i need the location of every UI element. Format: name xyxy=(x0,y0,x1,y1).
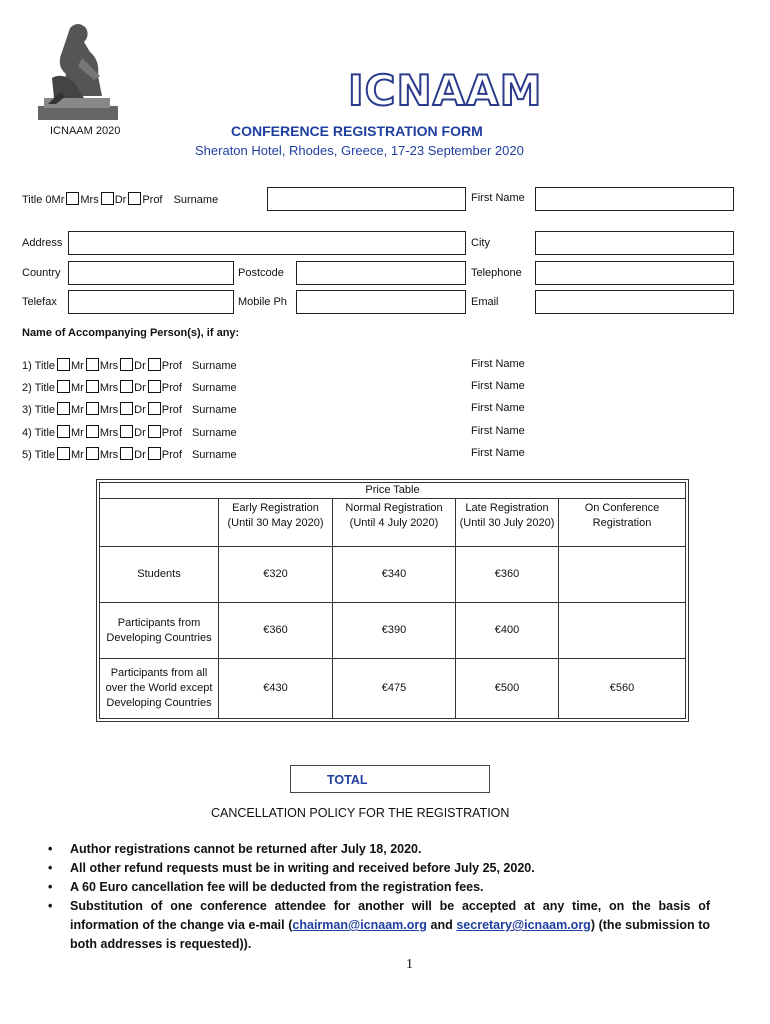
dr-checkbox[interactable] xyxy=(120,402,133,415)
price-cell: €430 xyxy=(219,659,333,719)
dr-checkbox[interactable] xyxy=(120,358,133,371)
surname-label: Surname xyxy=(191,360,237,372)
price-table xyxy=(99,482,686,719)
address-label: Address xyxy=(22,237,63,249)
price-cell: €400 xyxy=(456,603,559,659)
prof-checkbox[interactable] xyxy=(148,380,161,393)
accompanying-row: 4) Title Mr Mrs Dr Prof Surname xyxy=(22,427,237,439)
telefax-field[interactable] xyxy=(68,290,234,314)
price-table-caption: Price Table xyxy=(100,483,686,499)
telephone-field[interactable] xyxy=(535,261,734,285)
surname-label: Surname xyxy=(173,194,219,206)
email-label: Email xyxy=(471,296,499,308)
cancellation-list xyxy=(48,840,710,954)
city-label: City xyxy=(471,237,490,249)
accompanying-row: 1) Title Mr Mrs Dr Prof Surname xyxy=(22,360,237,372)
price-cell xyxy=(559,547,686,603)
list-item: • Substitution of one conference attendee for another will be accepted at any time, on the basis of information of the change via e-mail (chairman@icnaam.org and secretary@icnaam.org) (the submission to both addresses is requested)). xyxy=(48,899,711,951)
list-item: • A 60 Euro cancellation fee will be deducted from the registration fees. xyxy=(48,880,484,894)
dr-checkbox[interactable] xyxy=(120,425,133,438)
postcode-label: Postcode xyxy=(238,267,284,279)
mrs-checkbox[interactable] xyxy=(86,447,99,460)
mrs-checkbox[interactable] xyxy=(86,380,99,393)
header-normal: Normal Registration (Until 4 July 2020) xyxy=(333,499,456,547)
title-label: Title 0Mr xyxy=(22,194,65,206)
mobile-field[interactable] xyxy=(296,290,466,314)
dr-checkbox[interactable] xyxy=(128,192,141,205)
price-cell: €360 xyxy=(219,603,333,659)
city-field[interactable] xyxy=(535,231,734,255)
first-name-label: First Name xyxy=(471,447,525,459)
total-box[interactable] xyxy=(290,765,490,793)
price-cell: €500 xyxy=(456,659,559,719)
header-late: Late Registration (Until 30 July 2020) xyxy=(456,499,559,547)
header-early: Early Registration (Until 30 May 2020) xyxy=(219,499,333,547)
mrs-label: Mrs xyxy=(80,194,99,206)
mobile-label: Mobile Ph xyxy=(238,296,287,308)
prof-label: Prof xyxy=(142,194,163,206)
mr-checkbox[interactable] xyxy=(57,425,70,438)
mrs-checkbox[interactable] xyxy=(86,402,99,415)
first-name-label: First Name xyxy=(471,358,525,370)
prof-checkbox[interactable] xyxy=(148,358,161,371)
dr-checkbox[interactable] xyxy=(120,380,133,393)
first-name-label: First Name xyxy=(471,402,525,414)
secretary-email-link[interactable]: secretary@icnaam.org xyxy=(456,918,591,932)
mr-checkbox[interactable] xyxy=(57,380,70,393)
cancellation-heading: CANCELLATION POLICY FOR THE REGISTRATION xyxy=(211,806,510,820)
prof-checkbox[interactable] xyxy=(148,447,161,460)
statue-logo xyxy=(30,18,125,123)
dr-checkbox[interactable] xyxy=(120,447,133,460)
surname-label: Surname xyxy=(191,382,237,394)
price-cell: €390 xyxy=(333,603,456,659)
row-title-label: 1) Title xyxy=(22,360,56,372)
mr-checkbox[interactable] xyxy=(57,402,70,415)
row-title-label: 2) Title xyxy=(22,382,56,394)
header-empty xyxy=(100,499,219,547)
surname-label: Surname xyxy=(191,404,237,416)
row-title-label: 4) Title xyxy=(22,427,56,439)
total-label: TOTAL xyxy=(327,773,368,787)
telephone-label: Telephone xyxy=(471,267,522,279)
price-cell: €360 xyxy=(456,547,559,603)
mrs-checkbox[interactable] xyxy=(101,192,114,205)
icnaam-logo-text: ICNAAM xyxy=(348,66,543,115)
first-name-label: First Name xyxy=(471,380,525,392)
surname-label: Surname xyxy=(191,449,237,461)
surname-field[interactable] xyxy=(267,187,466,211)
chairman-email-link[interactable]: chairman@icnaam.org xyxy=(292,918,427,932)
surname-label: Surname xyxy=(191,427,237,439)
event-label: ICNAAM 2020 xyxy=(50,125,121,137)
postcode-field[interactable] xyxy=(296,261,466,285)
accompanying-heading: Name of Accompanying Person(s), if any: xyxy=(22,327,240,339)
price-cell: €320 xyxy=(219,547,333,603)
dr-label: Dr xyxy=(114,194,127,206)
address-field[interactable] xyxy=(68,231,466,255)
row-title-label: 3) Title xyxy=(22,404,56,416)
list-item: • All other refund requests must be in writing and received before July 25, 2020. xyxy=(48,861,535,875)
list-item: • Author registrations cannot be returned after July 18, 2020. xyxy=(48,842,422,856)
venue-subtitle: Sheraton Hotel, Rhodes, Greece, 17-23 September 2020 xyxy=(195,143,524,158)
accompanying-row: 3) Title Mr Mrs Dr Prof Surname xyxy=(22,404,237,416)
prof-checkbox[interactable] xyxy=(148,402,161,415)
price-cell: €560 xyxy=(559,659,686,719)
email-field[interactable] xyxy=(535,290,734,314)
prof-checkbox[interactable] xyxy=(148,425,161,438)
mrs-checkbox[interactable] xyxy=(86,425,99,438)
mr-checkbox[interactable] xyxy=(57,358,70,371)
price-cell: €475 xyxy=(333,659,456,719)
price-cell xyxy=(559,603,686,659)
page-number: 1 xyxy=(406,957,413,972)
row-developing-label: Participants from Developing Countries xyxy=(100,603,219,659)
title-row xyxy=(22,192,218,206)
price-cell: €340 xyxy=(333,547,456,603)
row-title-label: 5) Title xyxy=(22,449,56,461)
country-label: Country xyxy=(22,267,61,279)
header-on-conference: On Conference Registration xyxy=(559,499,686,547)
form-title: CONFERENCE REGISTRATION FORM xyxy=(231,123,483,139)
mrs-checkbox[interactable] xyxy=(86,358,99,371)
first-name-field[interactable] xyxy=(535,187,734,211)
country-field[interactable] xyxy=(68,261,234,285)
telefax-label: Telefax xyxy=(22,296,57,308)
accompanying-row: 2) Title Mr Mrs Dr Prof Surname xyxy=(22,382,237,394)
mr-checkbox[interactable] xyxy=(57,447,70,460)
first-name-label: First Name xyxy=(471,425,525,437)
row-students-label: Students xyxy=(100,547,219,603)
accompanying-row: 5) Title Mr Mrs Dr Prof Surname xyxy=(22,449,237,461)
first-name-label: First Name xyxy=(471,192,525,204)
row-world-label: Participants from all over the World except Developing Countries xyxy=(100,659,219,719)
mr-checkbox[interactable] xyxy=(66,192,79,205)
